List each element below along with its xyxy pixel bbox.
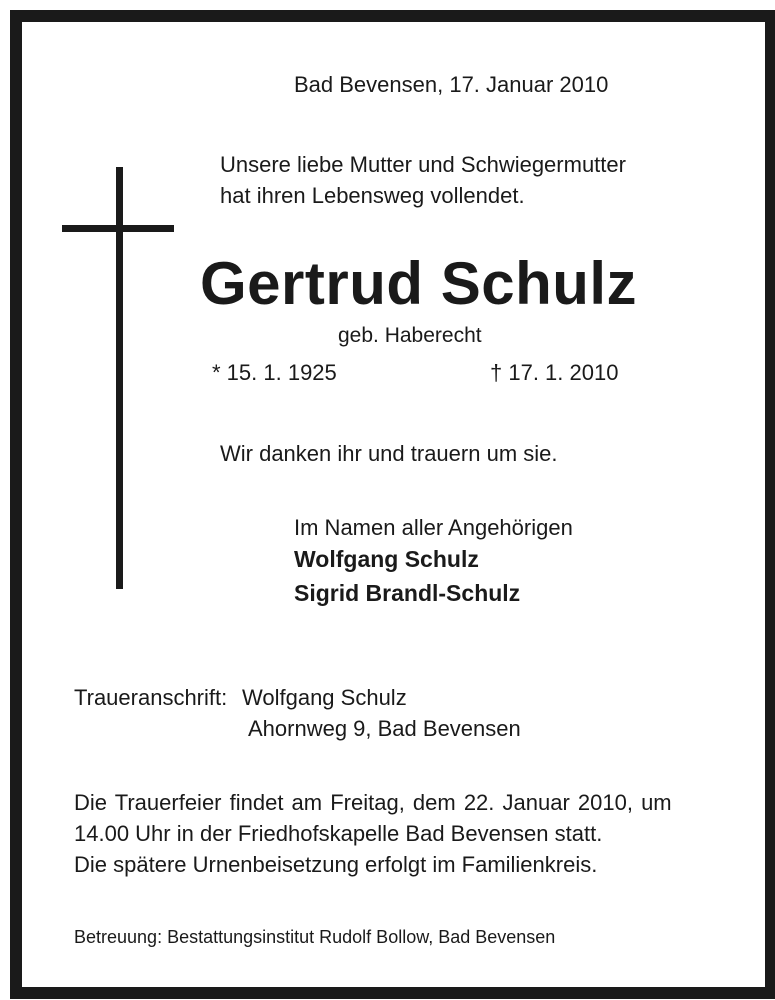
relative-name: Sigrid Brandl-Schulz <box>294 580 521 606</box>
death-date: † 17. 1. 2010 <box>490 360 619 385</box>
address-street: Ahornweg 9, Bad Bevensen <box>248 716 521 741</box>
deceased-name: Gertrud Schulz <box>200 250 638 317</box>
intro-line-1: Unsere liebe Mutter und Schwiegermutter <box>220 152 626 177</box>
funeral-line: Die Trauerfeier findet am Freitag, dem 22. Januar 2010, um <box>74 790 672 815</box>
obituary-frame <box>10 10 775 999</box>
thanks-line: Wir danken ihr und trauern um sie. <box>220 441 558 466</box>
funeral-line: Die spätere Urnenbeisetzung erfolgt im Familienkreis. <box>74 852 598 877</box>
relative-name: Wolfgang Schulz <box>294 546 479 572</box>
place-date: Bad Bevensen, 17. Januar 2010 <box>294 72 609 97</box>
cross-horizontal-bar <box>62 225 174 232</box>
care-line: Betreuung: Bestattungsinstitut Rudolf Bollow, Bad Bevensen <box>74 927 556 947</box>
intro-line-2: hat ihren Lebensweg vollendet. <box>220 183 525 208</box>
address-name: Wolfgang Schulz <box>242 685 407 710</box>
maiden-name: geb. Haberecht <box>338 324 482 347</box>
birth-date: * 15. 1. 1925 <box>212 360 337 385</box>
address-label: Traueranschrift: <box>74 685 228 710</box>
relatives-label: Im Namen aller Angehörigen <box>294 515 573 540</box>
funeral-line: 14.00 Uhr in der Friedhofskapelle Bad Bevensen statt. <box>74 821 603 846</box>
